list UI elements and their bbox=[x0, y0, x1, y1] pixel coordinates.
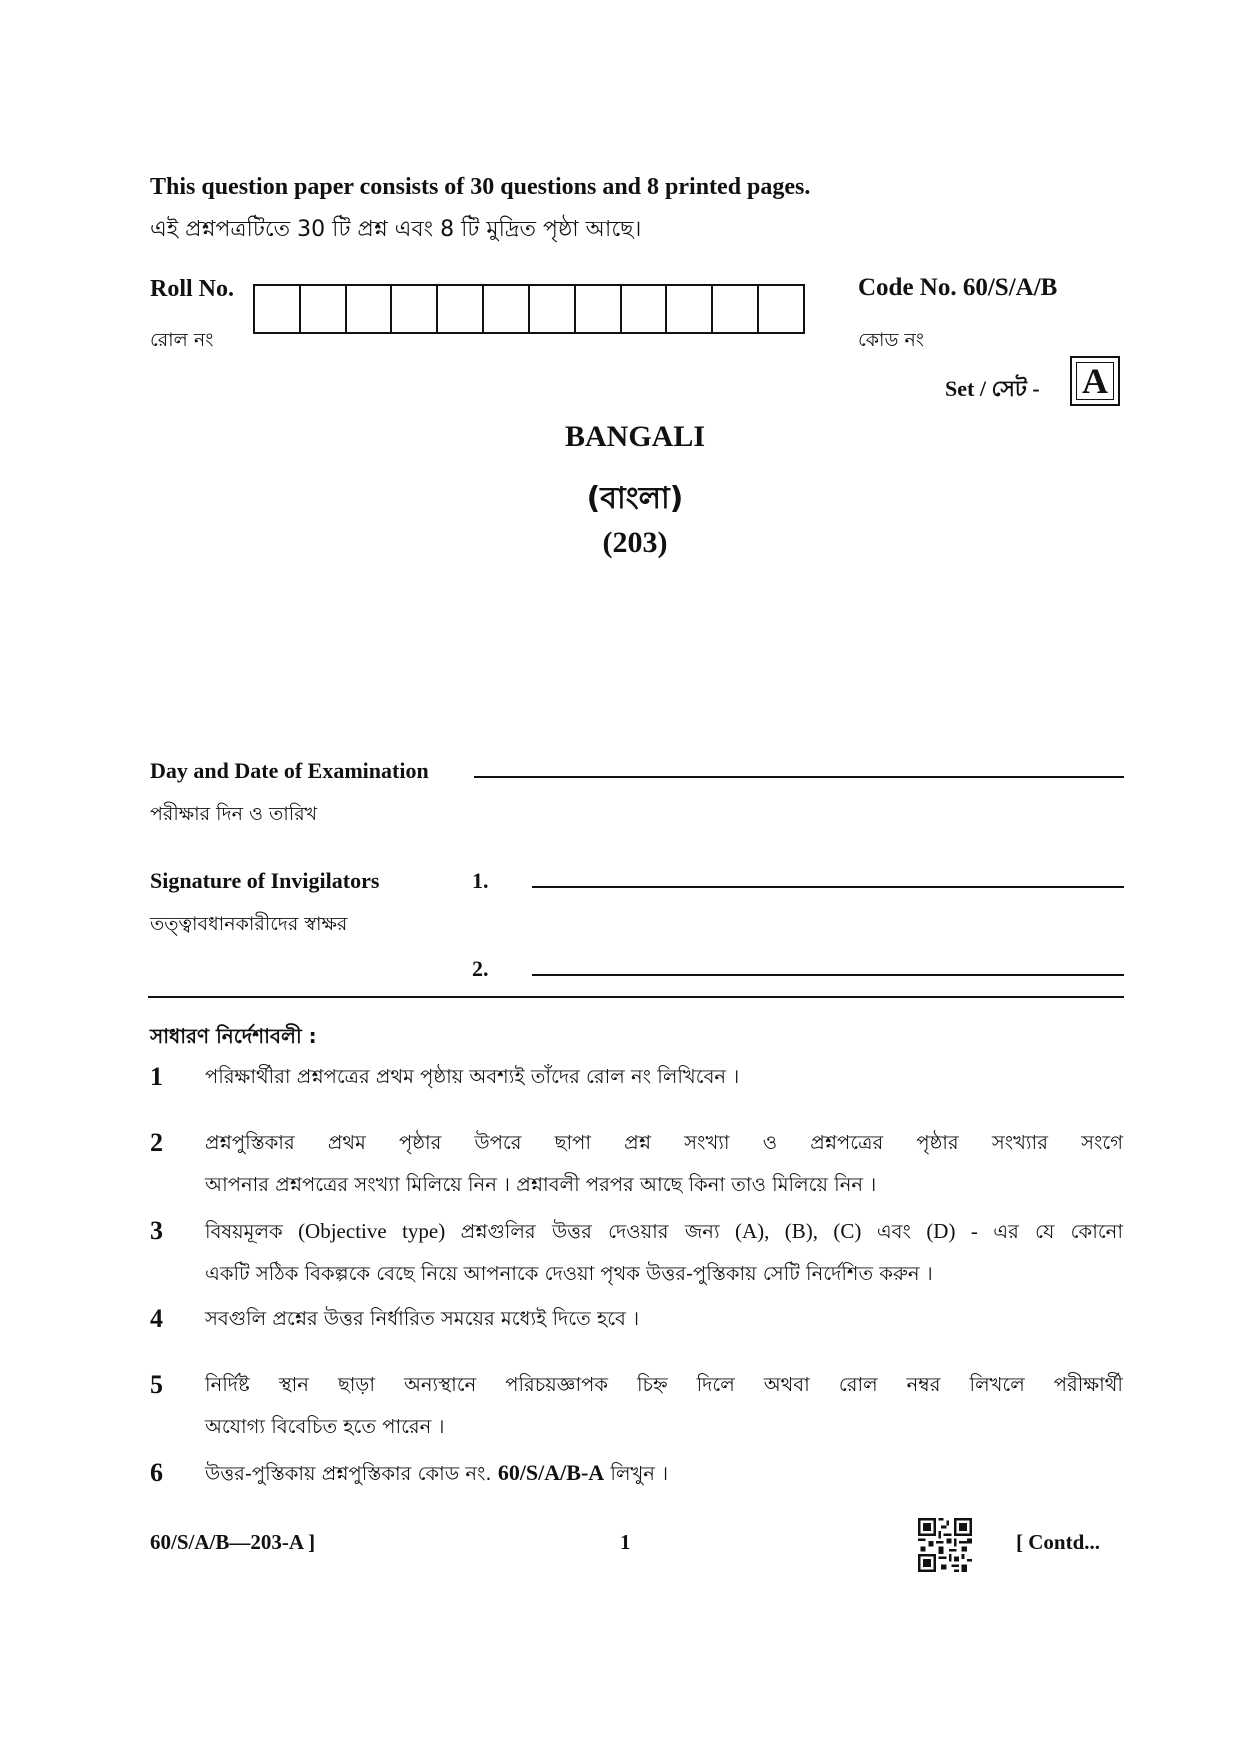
instruction-line: প্রশ্নপুস্তিকার প্রথম পৃষ্ঠার উপরে ছাপা প্রশ্ন সংখ্যা ও প্রশ্নপত্রের পৃষ্ঠার সংখ্যার সংগে bbox=[205, 1131, 1123, 1154]
instruction-item bbox=[205, 1210, 1123, 1295]
exam-date-field[interactable] bbox=[474, 776, 1124, 778]
roll-number-box[interactable] bbox=[713, 286, 759, 332]
roll-number-box[interactable] bbox=[347, 286, 393, 332]
roll-number-label: Roll No. bbox=[150, 276, 234, 302]
instruction-line: একটি সঠিক বিকল্পকে বেছে নিয়ে আপনাকে দেওয়া পৃথক উত্তর-পুস্তিকায় সেটি নির্দেশিত করুন । bbox=[205, 1262, 933, 1285]
instruction-item bbox=[205, 1056, 1123, 1098]
roll-number-box[interactable] bbox=[438, 286, 484, 332]
booklet-code: 60/S/A/B-A bbox=[497, 1460, 605, 1485]
roll-number-box[interactable] bbox=[530, 286, 576, 332]
section-divider bbox=[148, 996, 1124, 998]
signature-number-1: 1. bbox=[472, 868, 489, 893]
signature-number-2: 2. bbox=[472, 956, 489, 981]
instruction-number: 4 bbox=[150, 1304, 163, 1333]
roll-number-label-bangla: রোল নং bbox=[150, 329, 214, 351]
instruction-suffix: লিখুন । bbox=[610, 1462, 669, 1485]
invigilator-signature-label-bangla: তত্ত্বাবধানকারীদের স্বাক্ষর bbox=[150, 913, 348, 935]
instruction-prefix: উত্তর-পুস্তিকায় প্রশ্নপুস্তিকার কোড নং. bbox=[205, 1462, 492, 1485]
instruction-line: সবগুলি প্রশ্নের উত্তর নির্ধারিত সময়ের মধ্যেই দিতে হবে । bbox=[205, 1307, 640, 1330]
instruction-item bbox=[205, 1122, 1123, 1206]
instruction-line: আপনার প্রশ্নপত্রের সংখ্যা মিলিয়ে নিন । প্রশ্নাবলী পরপর আছে কিনা তাও মিলিয়ে নিন । bbox=[205, 1173, 877, 1196]
roll-number-box[interactable] bbox=[392, 286, 438, 332]
instruction-line: বিষয়মূলক (Objective type) প্রশ্নগুলির উত্তর দেওয়ার জন্য (A), (B), (C) এবং (D) - এর যে কোনো bbox=[205, 1219, 1123, 1243]
roll-number-box[interactable] bbox=[576, 286, 622, 332]
continued-marker: [ Contd... bbox=[1016, 1530, 1101, 1554]
instruction-number: 3 bbox=[150, 1216, 163, 1245]
set-box: A bbox=[1070, 356, 1120, 406]
roll-number-box[interactable] bbox=[301, 286, 347, 332]
instruction-line bbox=[205, 1452, 1123, 1495]
code-number-label-bangla: কোড নং bbox=[858, 329, 925, 351]
instruction-number: 6 bbox=[150, 1458, 163, 1487]
roll-number-box[interactable] bbox=[484, 286, 530, 332]
roll-number-box[interactable] bbox=[255, 286, 301, 332]
instruction-item bbox=[205, 1298, 1123, 1340]
instruction-number: 1 bbox=[150, 1062, 163, 1091]
subject-code: (203) bbox=[602, 526, 668, 559]
paper-info-english: This question paper consists of 30 questions and 8 printed pages. bbox=[150, 174, 811, 200]
roll-number-box[interactable] bbox=[759, 286, 803, 332]
instruction-number: 2 bbox=[150, 1128, 163, 1157]
page-number: 1 bbox=[620, 1530, 631, 1554]
paper-info-bangla: এই প্রশ্নপত্রটিতে 30 টি প্রশ্ন এবং 8 টি মুদ্রিত পৃষ্ঠা আছে। bbox=[150, 217, 642, 242]
subject-title: BANGALI bbox=[564, 420, 706, 453]
code-number: Code No. 60/S/A/B bbox=[858, 274, 1058, 301]
qr-code-icon bbox=[918, 1518, 972, 1572]
signature-field-2[interactable] bbox=[532, 974, 1124, 976]
instruction-line: পরিক্ষার্থীরা প্রশ্নপত্রের প্রথম পৃষ্ঠায় অবশ্যই তাঁদের রোল নং লিখিবেন । bbox=[205, 1065, 740, 1088]
instruction-item bbox=[205, 1452, 1123, 1495]
subject-title-bangla: (বাংলা) bbox=[586, 481, 684, 516]
set-label bbox=[945, 372, 1040, 409]
set-label-text: Set / সেট - bbox=[945, 376, 1040, 401]
instructions-heading: সাধারণ নির্দেশাবলী : bbox=[150, 1024, 317, 1048]
invigilator-signature-label: Signature of Invigilators bbox=[150, 868, 380, 893]
footer-paper-code: 60/S/A/B—203-A ] bbox=[150, 1530, 316, 1554]
instruction-line: নির্দিষ্ট স্থান ছাড়া অন্যস্থানে পরিচয়জ্ঞাপক চিহ্ন দিলে অথবা রোল নম্বর লিখলে পরীক্ষার্থী bbox=[205, 1373, 1123, 1396]
instruction-line: অযোগ্য বিবেচিত হতে পারেন । bbox=[205, 1415, 445, 1438]
roll-number-box[interactable] bbox=[667, 286, 713, 332]
roll-number-boxes[interactable] bbox=[253, 284, 805, 334]
signature-field-1[interactable] bbox=[532, 886, 1124, 888]
instruction-number: 5 bbox=[150, 1370, 163, 1399]
exam-date-label-bangla: পরীক্ষার দিন ও তারিখ bbox=[150, 803, 318, 825]
exam-date-label: Day and Date of Examination bbox=[150, 758, 429, 783]
roll-number-box[interactable] bbox=[622, 286, 668, 332]
instruction-item bbox=[205, 1364, 1123, 1448]
